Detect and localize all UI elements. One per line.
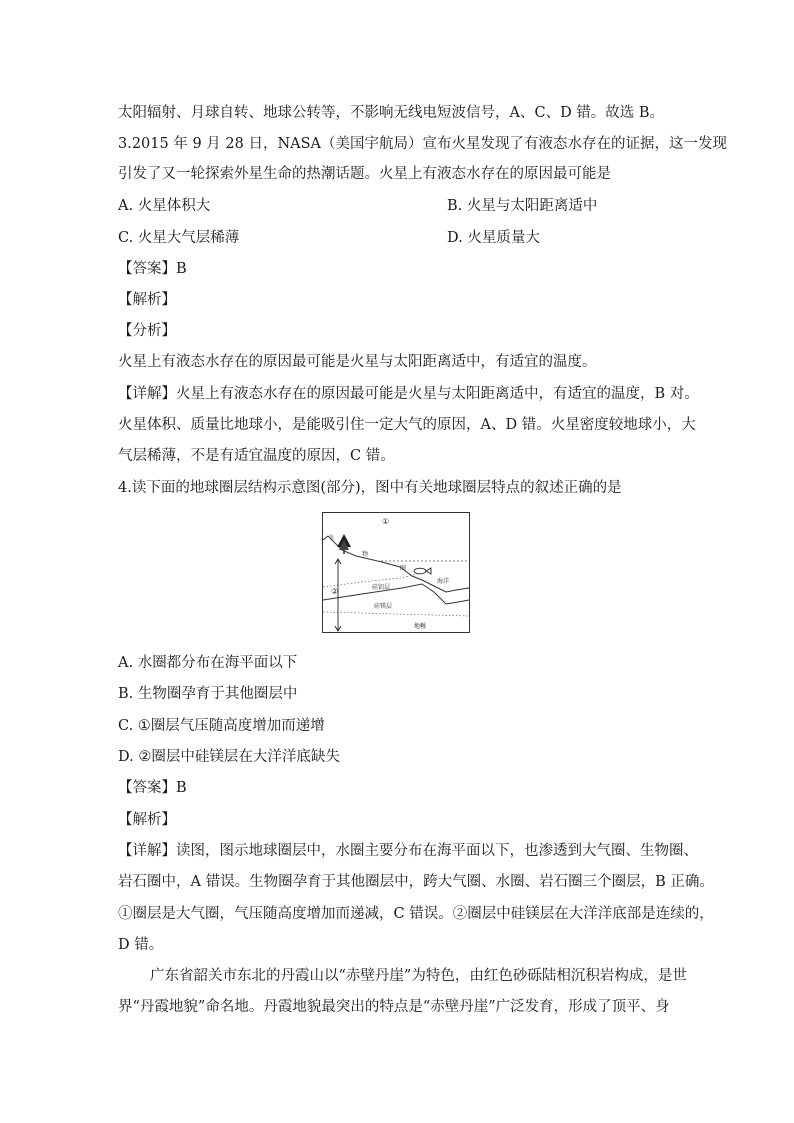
label-1: ①	[382, 517, 390, 526]
text-line: 太阳辐射、月球自转、地球公转等，不影响无线电短波信号，A、C、D 错。故选 B。	[118, 105, 665, 121]
paragraph-line-1: 广东省韶关市东北的丹霞山以“赤壁丹崖”为特色，由红色砂砾陆相沉积岩构成，是世	[150, 968, 687, 984]
label-sheng: 生	[329, 535, 336, 542]
question-3-fenxi-text: 火星上有液态水存在的原因最可能是火星与太阳距离适中，有适宜的温度。	[118, 354, 597, 370]
label-2: ②	[331, 587, 339, 596]
question-4-detail-line-1: 【详解】读图，图示地球圈层中，水圈主要分布在海平面以下，也渗透到大气圈、生物圈、	[118, 843, 698, 859]
question-3-stem-line-1: 3.2015 年 9 月 28 日，NASA（美国宇航局）宣布火星发现了有液态水存在的证据，这一发现	[118, 136, 728, 152]
question-3-option-d: D. 火星质量大	[447, 230, 540, 246]
question-3-detail-line-1: 【详解】火星上有液态水存在的原因最可能是火星与太阳距离适中，有适宜的温度，B 对。	[118, 386, 699, 402]
label-haiyang: 海洋	[437, 578, 450, 585]
label-wu: 物	[362, 551, 369, 558]
question-4-option-b: B. 生物圈孕育于其他圈层中	[118, 686, 298, 702]
question-4-option-a: A. 水圈都分布在海平面以下	[118, 655, 298, 671]
question-4-stem: 4.读下面的地球圈层结构示意图(部分)，图中有关地球圈层特点的叙述正确的是	[118, 480, 622, 496]
question-3-stem-line-2: 引发了又一轮探索外星生命的热潮话题。火星上有液态水存在的原因最可能是	[118, 166, 611, 182]
question-4-option-d: D. ②圈层中硅镁层在大洋洋底缺失	[118, 749, 340, 765]
question-3-option-a: A. 火星体积大	[118, 198, 211, 214]
paragraph-line-2: 界“丹霞地貌”命名地。丹霞地貌最突出的特点是“赤壁丹崖”广泛发育，形成了顶平、身	[118, 999, 670, 1015]
label-guilv: 硅铝层	[372, 584, 391, 591]
question-4-detail-line-4: D 错。	[118, 937, 164, 953]
question-3-detail-line-3: 气层稀薄，不是有适宜温度的原因，C 错。	[118, 448, 395, 464]
question-4-answer: 【答案】B	[118, 780, 187, 796]
question-4-option-c: C. ①圈层气压随高度增加而递增	[118, 718, 325, 734]
question-3-option-b: B. 火星与太阳距离适中	[447, 198, 598, 214]
label-guimei: 硅镁层	[374, 603, 393, 610]
question-3-option-c: C. 火星大气层稀薄	[118, 230, 240, 246]
question-3-detail-line-2: 火星体积、质量比地球小，是能吸引住一定大气的原因，A、D 错。火星密度较地球小，大	[118, 417, 696, 433]
label-dimo: 地幔	[414, 623, 427, 630]
question-3-fenxi-heading: 【分析】	[118, 323, 176, 339]
earth-layers-diagram	[322, 512, 470, 633]
question-4-detail-line-2: 岩石圈中，A 错误。生物圈孕育于其他圈层中，跨大气圈、水圈、岩石圈三个圈层，B 正确。	[118, 874, 714, 890]
question-3-analysis-heading: 【解析】	[118, 292, 176, 308]
question-3-answer: 【答案】B	[118, 261, 187, 277]
question-4-detail-line-3: ①圈层是大气圈，气压随高度增加而递减，C 错误。②圈层中硅镁层在大洋洋底部是连续的，	[118, 906, 714, 922]
question-4-analysis-heading: 【解析】	[118, 812, 176, 828]
label-quan: 圈	[400, 565, 407, 572]
